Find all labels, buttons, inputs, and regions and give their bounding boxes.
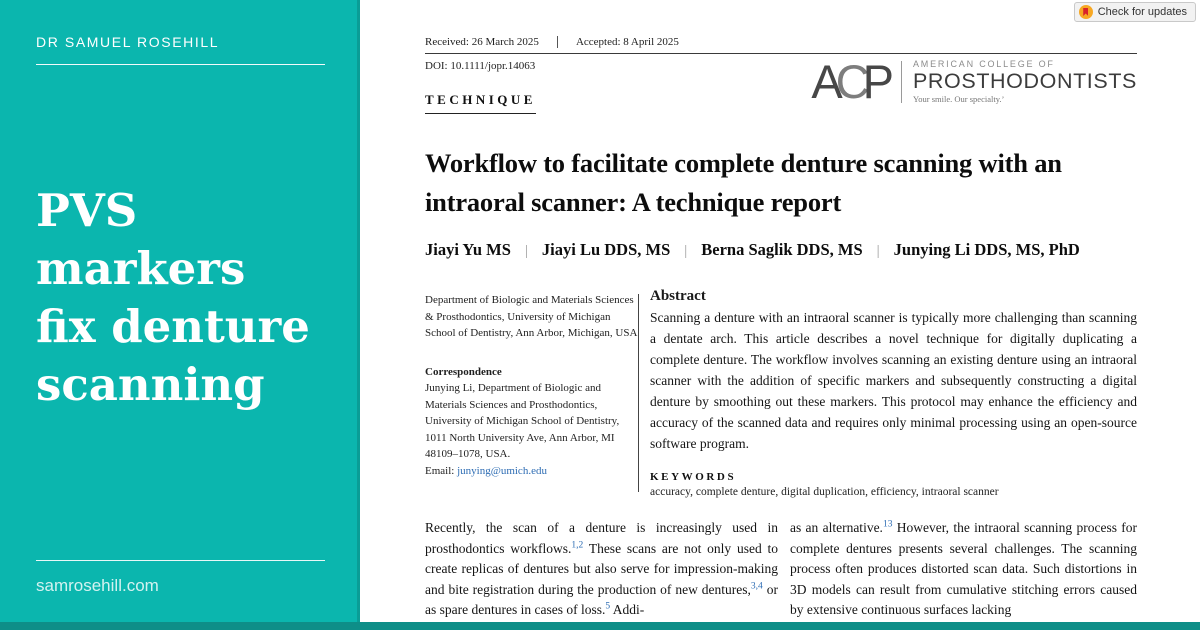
body-column-right <box>790 518 1137 630</box>
acp-letter-p: P <box>862 55 887 108</box>
abstract-divider-line <box>638 294 639 492</box>
acp-letter-a: A <box>811 55 836 108</box>
author-separator: | <box>876 243 880 259</box>
abstract-text: Scanning a denture with an intraoral scanner is typically more challenging than scanning a dentate arch. This article describes a novel technique for digitally duplicating a complete denture. The workflow involves scanning an existing denture using an intraoral scanner with the addition of specific markers and subsequently constructing a digital denture by smoothing out these markers. This protocol may enhance the efficiency and accuracy of the scanned data and requires only minimal processing using an open-source software program. <box>650 310 1137 451</box>
body-text: These scans are not only used to create replicas of dentures but also serve for impression-making and bite registration during the production of new dentures, <box>425 540 778 597</box>
author-3: Berna Saglik DDS, MS <box>701 240 863 259</box>
bookmark-icon <box>1083 8 1088 16</box>
author-row <box>425 240 1137 260</box>
keywords-heading: KEYWORDS <box>650 471 737 483</box>
check-for-updates-badge[interactable] <box>1074 2 1196 22</box>
email-link[interactable]: junying@umich.edu <box>457 464 547 477</box>
headline-line-2: markers <box>36 242 246 295</box>
headline-line-4: scanning <box>36 358 265 411</box>
author-separator: | <box>524 243 528 259</box>
acp-logo-divider <box>901 61 902 103</box>
headline-line-1: PVS <box>36 184 138 237</box>
body-text: Recently, the scan of a denture is increasingly used in prosthodontics workflows. <box>425 520 778 556</box>
reference-link[interactable]: 13 <box>882 519 893 530</box>
affiliation-column <box>425 292 641 501</box>
paper-page <box>363 0 1200 630</box>
author-4: Junying Li DDS, MS, PhD <box>893 240 1080 259</box>
accepted-date: Accepted: 8 April 2025 <box>557 36 679 48</box>
acp-letter-c: C <box>835 55 863 108</box>
acp-tagline: Your smile. Our specialty.’ <box>912 94 1005 104</box>
brand-panel <box>0 0 360 630</box>
brand-divider-bottom <box>36 560 325 561</box>
correspondence-address: Junying Li, Department of Biologic and Materials Sciences and Prosthodontics, University of Michigan School of Dentistry, 1011 North University Ave, Ann Arbor, MI 48109–1078, USA. <box>425 382 620 460</box>
acp-logo-text <box>913 59 1137 104</box>
abstract-section <box>650 288 1137 498</box>
acp-org-small: AMERICAN COLLEGE OF <box>912 59 1055 69</box>
body-text: Addi- <box>610 602 645 617</box>
body-column-left <box>425 518 778 630</box>
acp-monogram-icon <box>811 55 901 108</box>
bottom-accent-bar <box>0 622 1200 630</box>
reference-link[interactable]: 5 <box>605 601 611 612</box>
headline-line-3: fix denture <box>36 300 310 353</box>
reference-link[interactable]: 3,4 <box>750 581 763 591</box>
keywords-list: accuracy, complete denture, digital duplication, efficiency, intraoral scanner <box>650 486 999 498</box>
correspondence-email-line <box>425 463 641 480</box>
author-2: Jiayi Lu DDS, MS <box>541 240 671 259</box>
correspondence-heading: Correspondence <box>425 365 502 378</box>
crossmark-icon <box>1079 5 1093 19</box>
section-label-technique: TECHNIQUE <box>425 92 536 114</box>
acp-org-large: PROSTHODONTISTS <box>912 69 1137 93</box>
body-text: or as spare dentures in cases of loss. <box>425 581 778 617</box>
correspondence-block <box>425 364 641 480</box>
author-separator: | <box>684 243 688 259</box>
doi: DOI: 10.1111/jopr.14063 <box>425 60 536 72</box>
brand-headline <box>36 182 336 414</box>
email-label: Email: <box>425 464 458 477</box>
abstract-heading: Abstract <box>650 288 706 304</box>
brand-website: samrosehill.com <box>36 576 159 595</box>
acp-logo <box>811 55 1137 108</box>
brand-author-name: DR SAMUEL ROSEHILL <box>36 34 220 50</box>
check-for-updates-label: Check for updates <box>1097 6 1187 18</box>
paper-title: Workflow to facilitate complete denture scanning with an intraoral scanner: A technique report <box>425 148 1062 217</box>
affiliation: Department of Biologic and Materials Sciences & Prosthodontics, University of Michigan School of Dentistry, Ann Arbor, Michigan, USA <box>425 294 638 339</box>
paper-meta-row <box>425 36 679 48</box>
author-1: Jiayi Yu MS <box>425 240 511 259</box>
received-date: Received: 26 March 2025 <box>425 36 539 48</box>
body-text: as an alternative. <box>790 520 883 535</box>
reference-link[interactable]: 1,2 <box>571 540 584 550</box>
body-text: However, the intraoral scanning process for complete dentures presents several challenges. The scanning process often produces distorted scan data. Such distortions in 3D models can result from cumulative stitching errors caused by extensive continuous surfaces lacking <box>790 520 1137 617</box>
brand-divider-top <box>36 64 325 65</box>
meta-rule <box>425 53 1137 54</box>
